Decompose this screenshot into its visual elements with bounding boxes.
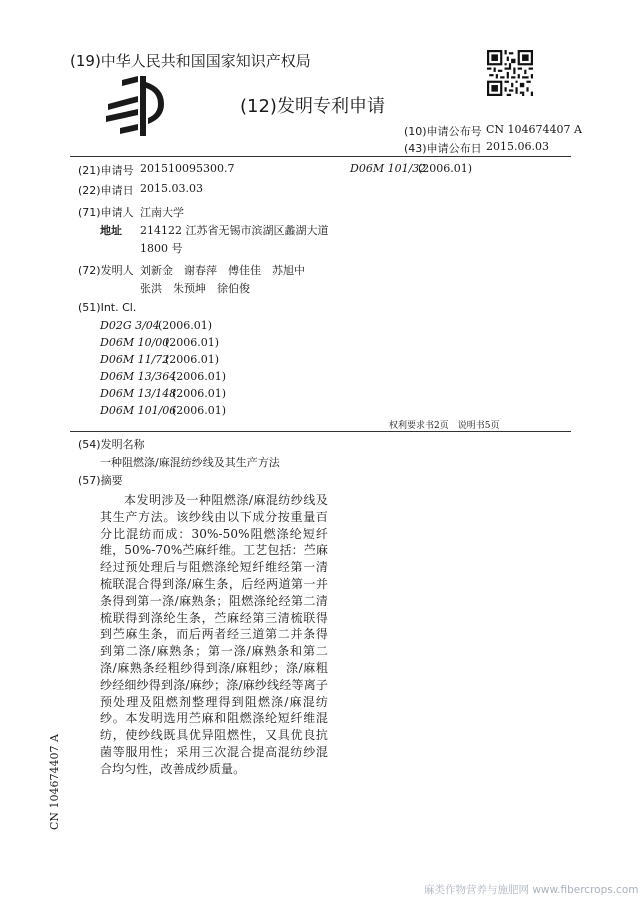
title-label: (54)发明名称 xyxy=(78,438,145,451)
qr-code xyxy=(487,50,533,96)
abstract-label: (57)摘要 xyxy=(78,474,123,487)
int-cl-date: (2006.01) xyxy=(172,387,227,400)
int-cl-code: D06M 10/00 xyxy=(100,336,170,349)
pub-date-label: (43)申请公布日 xyxy=(404,142,482,155)
abstract-text: 本发明涉及一种阻燃涤/麻混纺纱线及其生产方法。该纱线由以下成分按重量百分比混纺而成：30%-50%阻燃涤纶短纤维，50%-70%苎麻纤维。工艺包括：苎麻经过预处理后与阻燃涤纶短纤维经第一清梳联混合得到涤/麻生条，后经两道第一并条得到第一涤/麻熟条；阻燃涤纶经第二清梳联得到涤纶生条，苎麻经第三清梳联得到苎麻生条，而后两者经三道第二并条得到第二涤/麻熟条；第一涤/麻熟条和第二涤/麻熟条经粗纱得到涤/麻粗纱；涤/麻粗纱经细纱得到涤/麻纱；涤/麻纱线经等离子预处理及阻燃剂整理得到阻燃涤/麻混纺纱。本发明选用苎麻和阻燃涤纶短纤维混纺，使纱线既具优异阻燃性，又具优良抗菌等服用性；采用三次混合提高混纺纱混合均匀性，改善成纱质量。 xyxy=(100,493,328,776)
int-cl-date: (2006.01) xyxy=(158,319,213,332)
applicant-label: (71)申请人 xyxy=(78,206,134,219)
pub-no-label: (10)申请公布号 xyxy=(404,125,482,138)
int-cl-label: (51)Int. Cl. xyxy=(78,301,137,314)
address-line-1: 214122 江苏省无锡市滨湖区蠡湖大道 xyxy=(140,224,329,237)
address-label: 地址 xyxy=(100,224,122,237)
inventors-line-2: 张洪 朱预坤 徐伯俊 xyxy=(140,282,250,295)
office-name: (19)中华人民共和国国家知识产权局 xyxy=(70,52,311,70)
app-no: 201510095300.7 xyxy=(140,162,235,175)
address-line-2: 1800 号 xyxy=(140,242,183,255)
document-type: (12)发明专利申请 xyxy=(240,96,385,117)
int-cl-code: D02G 3/04 xyxy=(100,319,160,332)
header-divider xyxy=(70,156,571,157)
int-cl-code: D06M 11/72 xyxy=(100,353,170,366)
pub-no: CN 104674407 A xyxy=(486,123,582,136)
int-cl-date: (2006.01) xyxy=(165,336,220,349)
inventors-label: (72)发明人 xyxy=(78,264,134,277)
int-cl-date: (2006.01) xyxy=(172,370,227,383)
app-no-label: (21)申请号 xyxy=(78,164,134,177)
int-cl-date: (2006.01) xyxy=(165,353,220,366)
patent-office-logo-icon xyxy=(104,74,168,140)
pub-date: 2015.06.03 xyxy=(486,140,549,153)
section-divider xyxy=(70,431,571,432)
applicant: 江南大学 xyxy=(140,206,184,219)
filing-date-label: (22)申请日 xyxy=(78,184,134,197)
watermark-text: 麻类作物营养与施肥网 www.fibercrops.com xyxy=(424,884,639,896)
class-code-right: D06M 101/32 xyxy=(350,162,427,175)
int-cl-date: (2006.01) xyxy=(172,404,227,417)
int-cl-code: D06M 13/364 xyxy=(100,370,177,383)
side-publication-number: CN 104674407 A xyxy=(48,734,61,830)
int-cl-code: D06M 101/06 xyxy=(100,404,177,417)
filing-date: 2015.03.03 xyxy=(140,182,203,195)
pages-note: 权利要求书2页 说明书5页 xyxy=(389,421,500,431)
inventors-line-1: 刘新金 谢春萍 傅佳佳 苏旭中 xyxy=(140,264,305,277)
class-code-right-date: (2006.01) xyxy=(418,162,473,175)
invention-title: 一种阻燃涤/麻混纺纱线及其生产方法 xyxy=(100,456,280,469)
int-cl-code: D06M 13/148 xyxy=(100,387,177,400)
